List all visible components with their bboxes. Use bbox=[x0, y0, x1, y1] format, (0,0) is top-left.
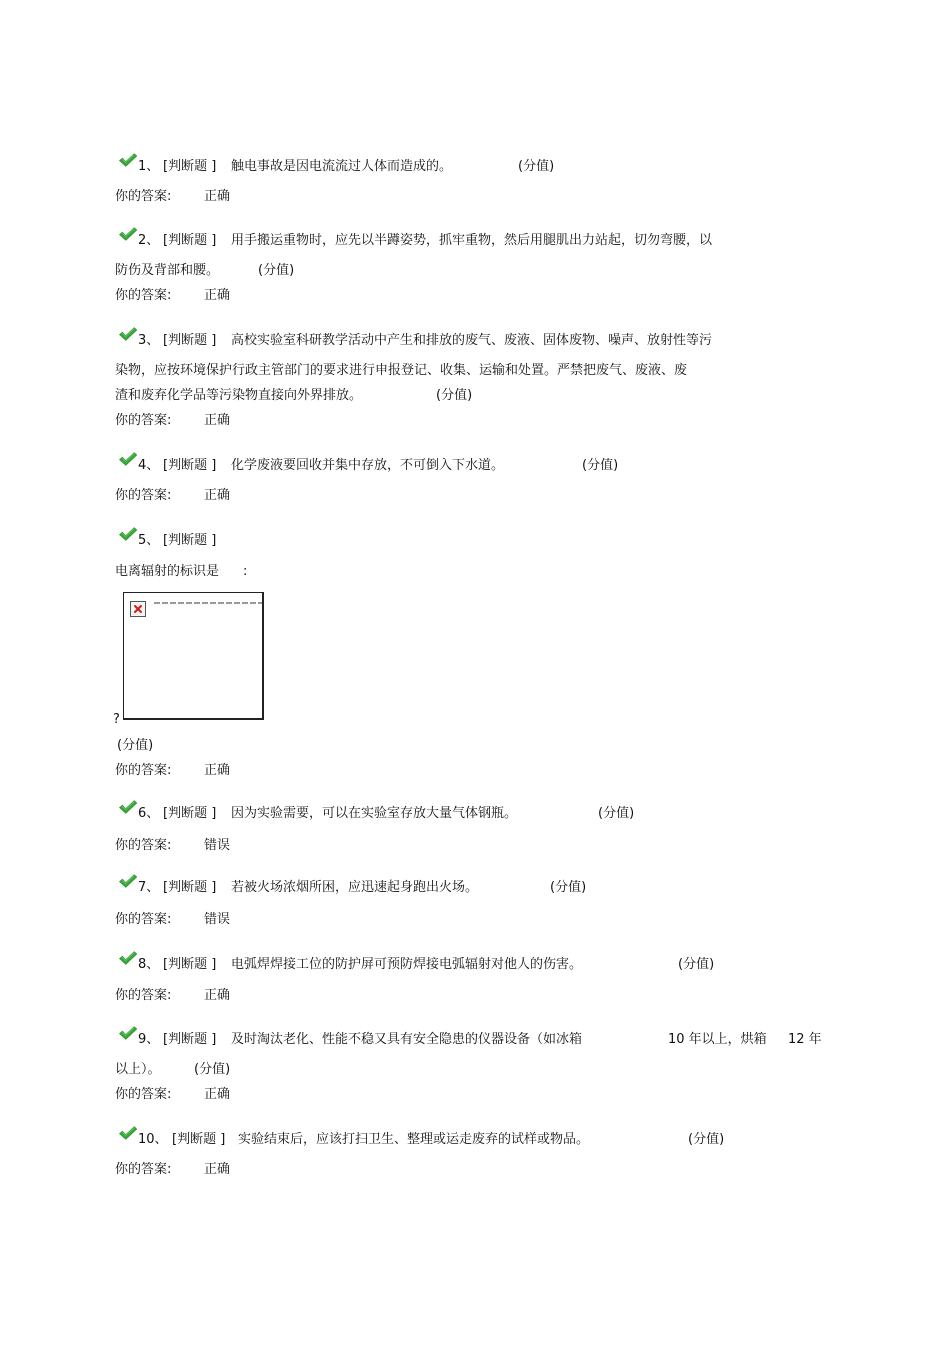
score-label: (分值) bbox=[518, 159, 555, 174]
question-number: 7、 bbox=[138, 880, 160, 895]
question-number: 2、 bbox=[138, 233, 160, 248]
score-label: (分值) bbox=[598, 806, 635, 821]
answer-label: 你的答案: bbox=[115, 288, 172, 303]
checkmark-icon bbox=[118, 526, 138, 542]
question-type: [判断题 ] bbox=[163, 806, 217, 821]
broken-image-icon bbox=[130, 601, 146, 617]
question-type: [判断题 ] bbox=[163, 880, 217, 895]
answer-value: 正确 bbox=[204, 189, 231, 204]
answer-value: 正确 bbox=[204, 1162, 231, 1177]
question-text: 电弧焊焊接工位的防护屏可预防焊接电弧辐射对他人的伤害。 bbox=[231, 957, 583, 972]
answer-label: 你的答案: bbox=[115, 413, 172, 428]
checkmark-icon bbox=[118, 950, 138, 966]
question-text-continued: 染物，应按环境保护行政主管部门的要求进行申报登记、收集、运输和处置。严禁把废气、废液、废 bbox=[115, 363, 688, 378]
checkmark-icon bbox=[118, 873, 138, 889]
answer-label: 你的答案: bbox=[115, 912, 172, 927]
question-text: 化学废液要回收并集中存放，不可倒入下水道。 bbox=[231, 458, 505, 473]
score-label: (分值) bbox=[436, 388, 473, 403]
question-number: 6、 bbox=[138, 806, 160, 821]
question-text: 触电事故是因电流流过人体而造成的。 bbox=[231, 159, 453, 174]
answer-label: 你的答案: bbox=[115, 1162, 172, 1177]
question-number: 3、 bbox=[138, 333, 160, 348]
question-type: [判断题 ] bbox=[163, 957, 217, 972]
question-text-continued: 防伤及背部和腰。 bbox=[115, 263, 220, 278]
question-mark: ? bbox=[113, 712, 120, 727]
checkmark-icon bbox=[118, 799, 138, 815]
answer-label: 你的答案: bbox=[115, 1087, 172, 1102]
answer-value: 正确 bbox=[204, 288, 231, 303]
question-text: 高校实验室科研教学活动中产生和排放的废气、废液、固体废物、噪声、放射性等污 bbox=[231, 333, 713, 348]
answer-value: 错误 bbox=[204, 838, 231, 853]
score-label: (分值) bbox=[688, 1132, 725, 1147]
answer-label: 你的答案: bbox=[115, 488, 172, 503]
question-text: 实验结束后，应该打扫卫生、整理或运走废弃的试样或物品。 bbox=[238, 1132, 590, 1147]
question-type: [判断题 ] bbox=[163, 533, 217, 548]
question-number: 9、 bbox=[138, 1032, 160, 1047]
checkmark-icon bbox=[118, 451, 138, 467]
question-type: [判断题 ] bbox=[163, 333, 217, 348]
question-type: [判断题 ] bbox=[163, 458, 217, 473]
image-alt-text bbox=[154, 602, 262, 604]
question-colon: : bbox=[243, 564, 248, 579]
question-type: [判断题 ] bbox=[163, 233, 217, 248]
checkmark-icon bbox=[118, 226, 138, 242]
answer-label: 你的答案: bbox=[115, 763, 172, 778]
question-number: 4、 bbox=[138, 458, 160, 473]
question-text-continued: 渣和废弃化学品等污染物直接向外界排放。 bbox=[115, 388, 363, 403]
answer-value: 正确 bbox=[204, 988, 231, 1003]
question-text-fragment: 10 年以上，烘箱 bbox=[668, 1032, 767, 1047]
checkmark-icon bbox=[118, 1125, 138, 1141]
score-label: (分值) bbox=[582, 458, 619, 473]
question-text-continued: 以上）。 bbox=[115, 1062, 161, 1077]
answer-label: 你的答案: bbox=[115, 838, 172, 853]
score-label: (分值) bbox=[550, 880, 587, 895]
question-text: 因为实验需要，可以在实验室存放大量气体钢瓶。 bbox=[231, 806, 518, 821]
question-text: 用手搬运重物时，应先以半蹲姿势，抓牢重物，然后用腿肌出力站起，切勿弯腰，以 bbox=[231, 233, 713, 248]
question-type: [判断题 ] bbox=[163, 1032, 217, 1047]
question-type: [判断题 ] bbox=[163, 159, 217, 174]
question-text-continued: 电离辐射的标识是 bbox=[115, 564, 220, 579]
question-number: 5、 bbox=[138, 533, 160, 548]
answer-label: 你的答案: bbox=[115, 189, 172, 204]
answer-value: 正确 bbox=[204, 1087, 231, 1102]
question-text: 及时淘汰老化、性能不稳又具有安全隐患的仪器设备（如冰箱 bbox=[231, 1032, 583, 1047]
answer-value: 错误 bbox=[204, 912, 231, 927]
question-text: 若被火场浓烟所困，应迅速起身跑出火场。 bbox=[231, 880, 479, 895]
score-label: (分值) bbox=[194, 1062, 231, 1077]
checkmark-icon bbox=[118, 1025, 138, 1041]
answer-value: 正确 bbox=[204, 488, 231, 503]
question-number: 10、 bbox=[138, 1132, 168, 1147]
answer-value: 正确 bbox=[204, 413, 231, 428]
answer-label: 你的答案: bbox=[115, 988, 172, 1003]
checkmark-icon bbox=[118, 326, 138, 342]
score-label: (分值) bbox=[678, 957, 715, 972]
broken-image bbox=[123, 592, 264, 720]
checkmark-icon bbox=[118, 152, 138, 168]
question-text-fragment: 12 年 bbox=[788, 1032, 822, 1047]
answer-value: 正确 bbox=[204, 763, 231, 778]
question-number: 1、 bbox=[138, 159, 160, 174]
question-type: [判断题 ] bbox=[172, 1132, 226, 1147]
score-label: (分值) bbox=[117, 738, 154, 753]
score-label: (分值) bbox=[258, 263, 295, 278]
question-number: 8、 bbox=[138, 957, 160, 972]
